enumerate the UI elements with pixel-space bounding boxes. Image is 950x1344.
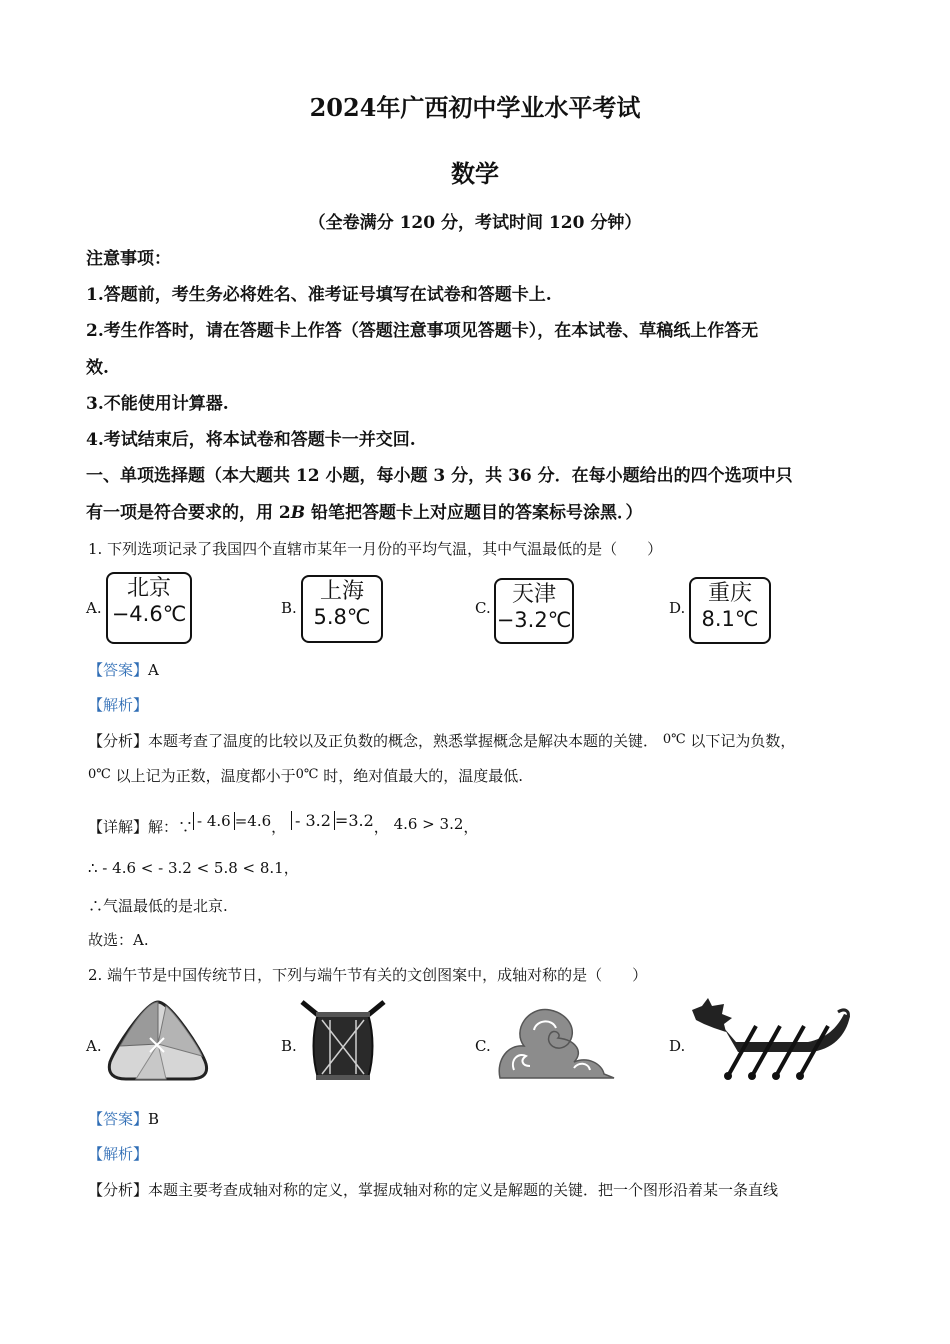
answer-value: B bbox=[148, 1110, 160, 1128]
fenxi-zero-degree-3: 0℃ bbox=[295, 767, 319, 782]
fenxi-text-3: 以上记为正数，温度都小于 bbox=[110, 767, 296, 785]
q1-option-b-temp: 5.8℃ bbox=[313, 605, 371, 629]
detail-text: 解：∵ bbox=[148, 818, 194, 836]
fenxi-text-4: 时，绝对值最大的，温度最低. bbox=[318, 767, 523, 785]
q1-option-d-temp: 8.1℃ bbox=[701, 607, 759, 631]
page-title: 2024年广西初中学业水平考试 bbox=[309, 93, 641, 122]
q1-option-b-card bbox=[301, 575, 383, 643]
q2-option-c-letter: C. bbox=[475, 1037, 491, 1055]
zongzi-icon bbox=[106, 998, 210, 1082]
answer-tag: 【答案】 bbox=[88, 1110, 149, 1128]
dragon-boat-icon bbox=[688, 996, 854, 1082]
comma: ， bbox=[373, 818, 389, 836]
q1-detail-line bbox=[88, 810, 878, 838]
q1-therefore-1: ∴ - 4.6 < - 3.2 < 5.8 < 8.1， bbox=[88, 859, 299, 877]
notice-heading: 注意事项： bbox=[86, 249, 171, 269]
q1-option-a-city: 北京 bbox=[126, 576, 171, 601]
compare-expression: 4.6 > 3.2 bbox=[393, 815, 464, 833]
wave-cloud-icon bbox=[494, 1000, 616, 1082]
detail-tag: 【详解】 bbox=[88, 818, 149, 836]
comma: ， bbox=[463, 818, 479, 836]
q2-fenxi-line bbox=[88, 1179, 878, 1201]
abs-1-rest: =4.6 bbox=[234, 812, 272, 830]
q2-option-a-letter: A. bbox=[86, 1037, 102, 1055]
q1-option-a-card bbox=[106, 572, 192, 644]
comma: ， bbox=[271, 818, 287, 836]
abs-2-rest: =3.2 bbox=[334, 811, 374, 830]
q1-choose: 故选：A. bbox=[88, 931, 149, 949]
q1-option-d-letter: D. bbox=[669, 599, 686, 617]
notice-item-1: 1.答题前，考生务必将姓名、准考证号填写在试卷和答题卡上. bbox=[86, 285, 552, 305]
notice-item-2: 2.考生作答时，请在答题卡上作答（答题注意事项见答题卡），在本试卷、草稿纸上作答无 bbox=[86, 321, 759, 341]
notice-item-3: 3.不能使用计算器. bbox=[86, 394, 229, 414]
drum-icon bbox=[300, 998, 386, 1084]
fenxi-tag: 【分析】 bbox=[88, 732, 149, 750]
answer-tag: 【答案】 bbox=[88, 661, 149, 679]
q1-option-d-city: 重庆 bbox=[707, 581, 752, 606]
fenxi-text-2: 以下记为负数， bbox=[685, 732, 796, 750]
notice-item-2-cont: 效. bbox=[86, 358, 109, 378]
q1-analysis-tag: 【解析】 bbox=[88, 696, 149, 714]
answer-value: A bbox=[148, 661, 159, 679]
q1-option-c-letter: C. bbox=[475, 599, 491, 617]
section-text: 有一项是符合要求的，用 2 bbox=[86, 503, 291, 523]
q2-answer bbox=[88, 1108, 878, 1130]
fenxi-zero-degree-2: 0℃ bbox=[88, 767, 111, 782]
q2-analysis-tag: 【解析】 bbox=[88, 1145, 149, 1163]
q1-option-c-card bbox=[494, 578, 574, 644]
fenxi-zero-degree: 0℃ bbox=[662, 732, 686, 747]
abs-2-inner: - 3.2 bbox=[291, 811, 335, 830]
q1-therefore-2: ∴气温最低的是北京. bbox=[88, 897, 228, 915]
q1-option-a-letter: A. bbox=[86, 599, 102, 617]
q1-option-b-letter: B. bbox=[281, 599, 297, 617]
q1-answer bbox=[88, 659, 878, 681]
abs-expression-2 bbox=[291, 811, 374, 830]
q1-option-c-city: 天津 bbox=[511, 582, 556, 607]
exam-info: （全卷满分 120 分，考试时间 120 分钟） bbox=[308, 213, 642, 233]
q1-option-c-temp: −3.2℃ bbox=[496, 608, 572, 632]
q2-option-b-letter: B. bbox=[281, 1037, 297, 1055]
fenxi-tag: 【分析】 bbox=[88, 1181, 149, 1199]
q1-fenxi-line2 bbox=[88, 764, 878, 787]
q1-stem: 1. 下列选项记录了我国四个直辖市某年一月份的平均气温，其中气温最低的是（ ） bbox=[88, 540, 663, 558]
notice-item-4: 4.考试结束后，将本试卷和答题卡一并交回. bbox=[86, 430, 416, 450]
q1-option-b-city: 上海 bbox=[319, 579, 364, 604]
subject-title: 数学 bbox=[451, 159, 499, 188]
q2-option-d-letter: D. bbox=[669, 1037, 686, 1055]
section-heading-line2 bbox=[86, 501, 876, 525]
fenxi-text: 本题主要考查成轴对称的定义，掌握成轴对称的定义是解题的关键．把一个图形沿着某一条直线 bbox=[148, 1181, 779, 1199]
section-heading-line1: 一、单项选择题（本大题共 12 小题，每小题 3 分，共 36 分．在每小题给出的四个选项中只 bbox=[86, 466, 793, 486]
q2-stem: 2. 端午节是中国传统节日，下列与端午节有关的文创图案中，成轴对称的是（ ） bbox=[88, 966, 648, 984]
section-pencil-b: B bbox=[290, 503, 306, 523]
fenxi-text: 本题考查了温度的比较以及正负数的概念，熟悉掌握概念是解决本题的关键． bbox=[148, 732, 659, 750]
abs-expression-1 bbox=[193, 812, 271, 830]
abs-1-inner: - 4.6 bbox=[193, 812, 235, 830]
q1-fenxi-line1 bbox=[88, 729, 878, 752]
q1-option-d-card bbox=[689, 577, 771, 644]
section-text-tail: 铅笔把答题卡上对应题目的答案标号涂黑．） bbox=[305, 503, 643, 523]
q1-option-a-temp: −4.6℃ bbox=[111, 602, 187, 626]
